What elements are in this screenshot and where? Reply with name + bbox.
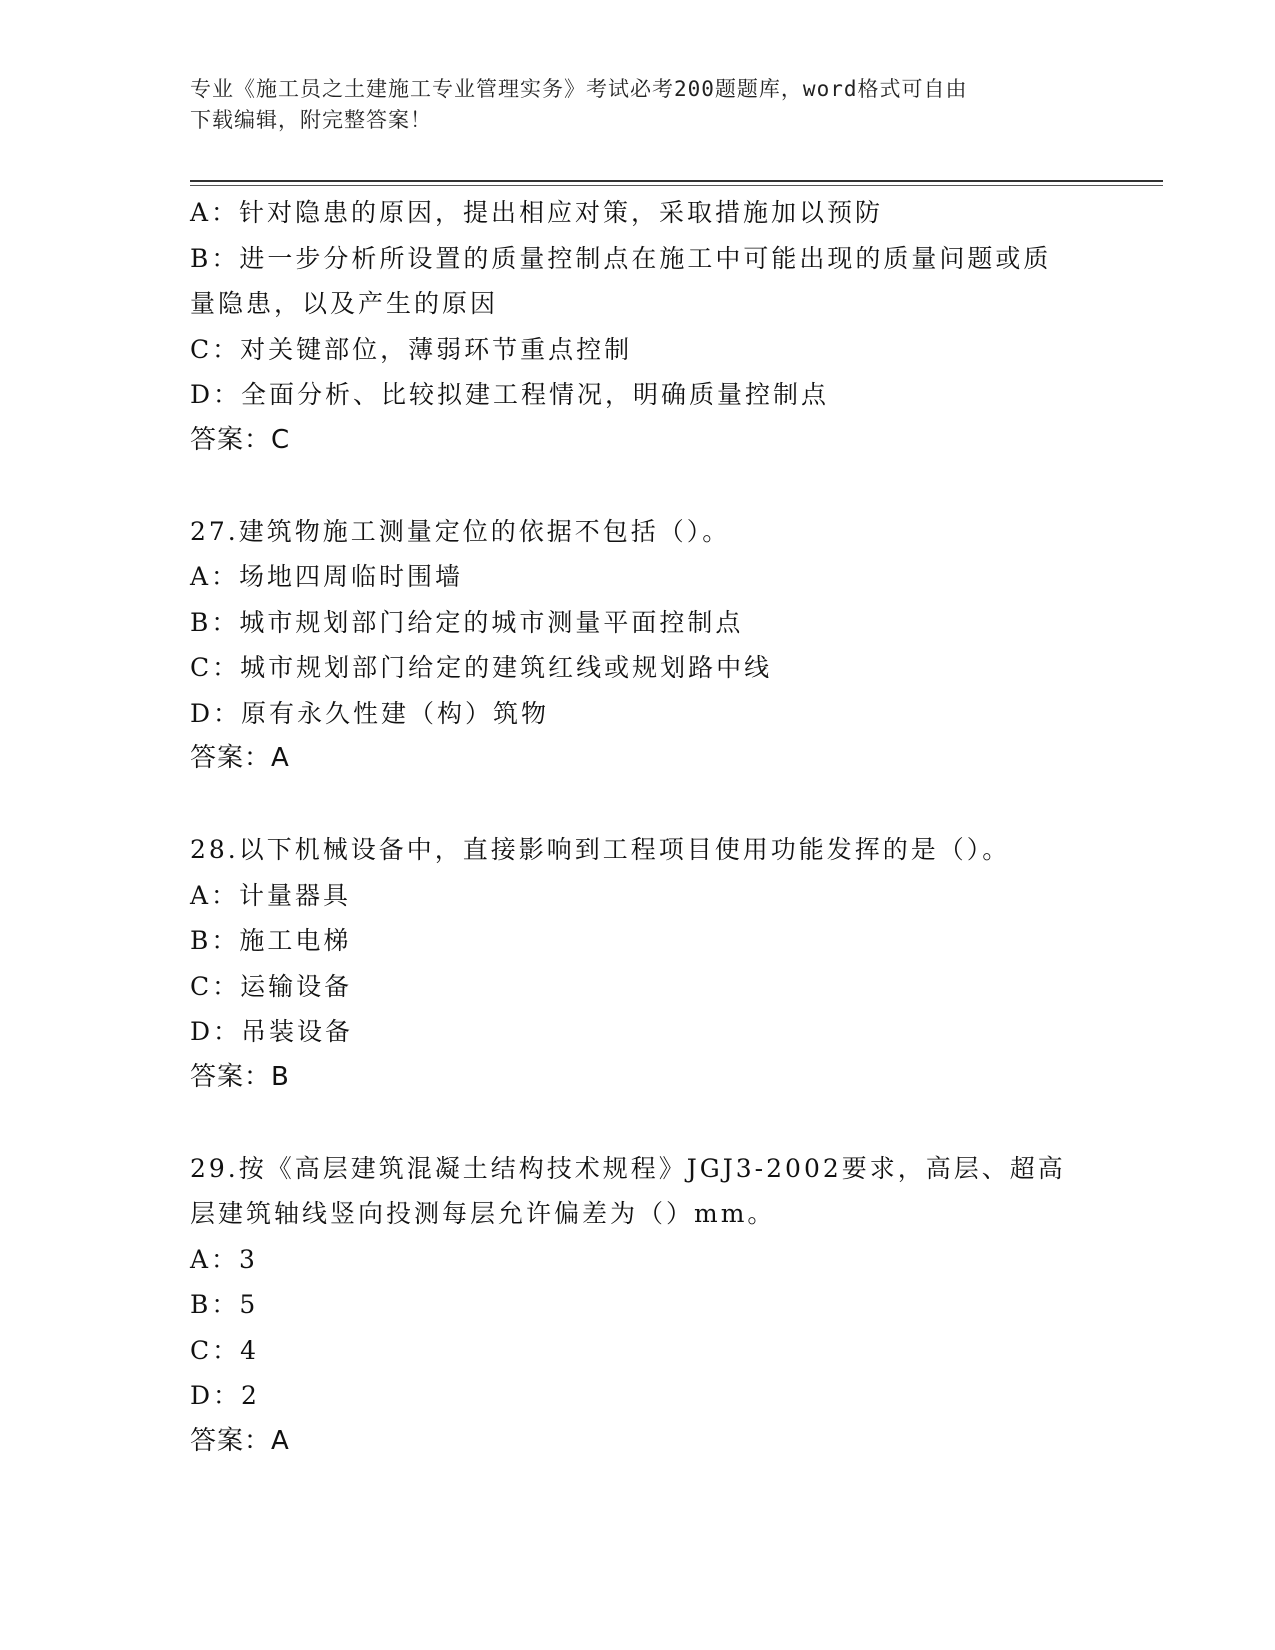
spacer [190, 463, 1090, 509]
option-b: B：5 [190, 1290, 259, 1319]
question-text-line-1: 29.按《高层建筑混凝土结构技术规程》JGJ3-2002要求，高层、超高 [190, 1153, 1066, 1183]
option-d: D：原有永久性建（构）筑物 [190, 698, 550, 728]
option-b-line-2: 量隐患，以及产生的原因 [190, 289, 499, 318]
header-title-line-1: 专业《施工员之土建施工专业管理实务》考试必考200题题库，word格式可自由 [190, 77, 968, 101]
question-block-26 [190, 190, 1090, 463]
option-d: D：2 [190, 1381, 260, 1410]
question-list [190, 190, 1090, 1464]
header-title-line-2: 下载编辑，附完整答案！ [190, 108, 432, 132]
question-text: 27.建筑物施工测量定位的依据不包括（）。 [190, 516, 731, 546]
option-a: A：场地四周临时围墙 [190, 562, 464, 591]
option-d: D：吊装设备 [190, 1017, 354, 1046]
header-divider-thin [190, 185, 1163, 186]
spacer [190, 1100, 1090, 1146]
option-b: B：施工电梯 [190, 926, 352, 955]
option-a: A：计量器具 [190, 880, 352, 910]
option-b: B：城市规划部门给定的城市测量平面控制点 [190, 607, 744, 637]
spacer [190, 782, 1090, 828]
answer-label: 答案：C [190, 424, 291, 455]
option-a: A：3 [190, 1244, 258, 1274]
question-block-29 [190, 1146, 1090, 1465]
answer-label: 答案：B [190, 1061, 290, 1092]
header-divider-thick [190, 180, 1163, 182]
question-block-28 [190, 827, 1090, 1100]
option-c: C：4 [190, 1335, 260, 1365]
question-text: 28.以下机械设备中，直接影响到工程项目使用功能发挥的是（）。 [190, 835, 1011, 864]
answer-label: 答案：A [190, 743, 290, 773]
option-c: C：运输设备 [190, 971, 353, 1001]
answer-label: 答案：A [190, 1425, 290, 1456]
question-block-27 [190, 509, 1090, 782]
option-c: C：城市规划部门给定的建筑红线或规划路中线 [190, 653, 773, 682]
option-b-line-1: B：进一步分析所设置的质量控制点在施工中可能出现的质量问题或质 [190, 243, 1052, 273]
option-c: C：对关键部位，薄弱环节重点控制 [190, 334, 633, 364]
option-d: D：全面分析、比较拟建工程情况，明确质量控制点 [190, 380, 830, 409]
question-text-line-2: 层建筑轴线竖向投测每层允许偏差为（）mm。 [190, 1199, 776, 1228]
option-a: A：针对隐患的原因，提出相应对策，采取措施加以预防 [190, 198, 884, 227]
document-header [190, 74, 1090, 136]
